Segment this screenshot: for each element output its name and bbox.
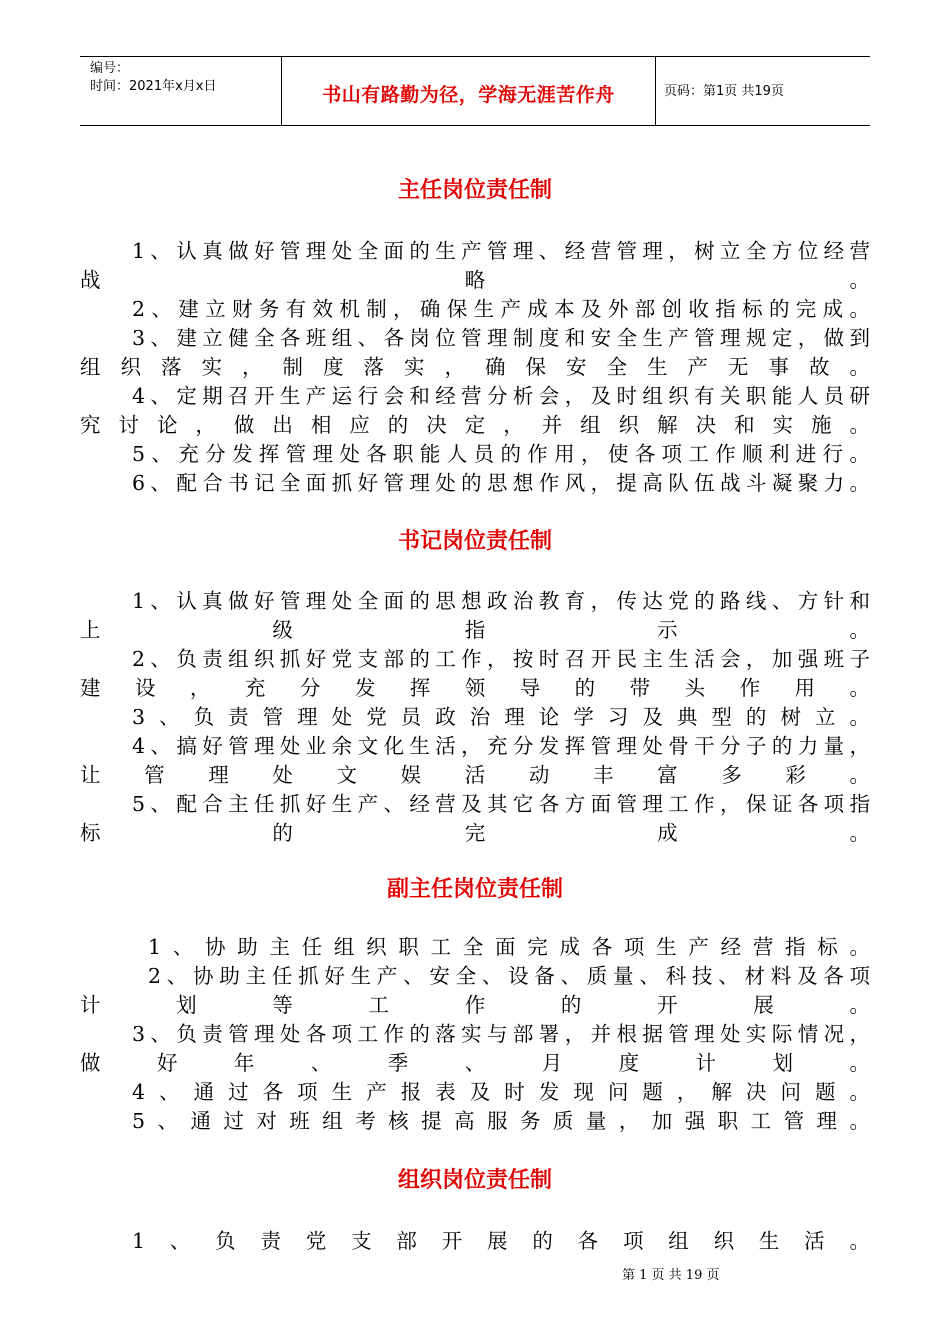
paragraph-line: 5、配合主任抓好生产、经营及其它各方面管理工作，保证各项指 (132, 792, 870, 816)
section-title: 书记岗位责任制 (397, 529, 552, 554)
paragraph-line: 标的完成。 (80, 821, 870, 845)
paragraph-line: 1、认真做好管理处全面的思想政治教育，传达党的路线、方针和 (132, 589, 870, 613)
paragraph-line: 让管理处文娱活动丰富多彩。 (80, 763, 870, 787)
paragraph-line: 战略。 (80, 268, 870, 292)
paragraph-line: 3、建立健全各班组、各岗位管理制度和安全生产管理规定，做到 (132, 326, 870, 350)
document-header (80, 56, 870, 126)
section-title: 组织岗位责任制 (397, 1168, 552, 1193)
paragraph-line: 2、建立财务有效机制，确保生产成本及外部创收指标的完成。 (132, 297, 870, 321)
paragraph-line: 计划等工作的开展。 (80, 993, 870, 1017)
paragraph-line: 3、负责管理处各项工作的落实与部署，并根据管理处实际情况， (132, 1022, 870, 1046)
paragraph-line: 1、协助主任组织职工全面完成各项生产经营指标。 (148, 935, 870, 959)
paragraph-line: 4、搞好管理处业余文化生活，充分发挥管理处骨干分子的力量， (132, 734, 870, 758)
section-title: 副主任岗位责任制 (386, 877, 563, 902)
paragraph-line: 6、配合书记全面抓好管理处的思想作风，提高队伍战斗凝聚力。 (132, 471, 870, 495)
header-meta-cell (80, 57, 282, 125)
paragraph-line: 2、协助主任抓好生产、安全、设备、质量、科技、材料及各项 (148, 964, 870, 988)
paragraph-line: 3、负责管理处党员政治理论学习及典型的树立。 (132, 705, 870, 729)
paragraph-line: 上级指示。 (80, 618, 870, 642)
paragraph-line: 5、通过对班组考核提高服务质量，加强职工管理。 (132, 1109, 870, 1133)
header-page-cell (656, 57, 870, 125)
page-footer: 第 1 页 共 19 页 (622, 1268, 720, 1283)
paragraph-line: 组织落实，制度落实，确保安全生产无事故。 (80, 355, 870, 379)
paragraph-line: 4、通过各项生产报表及时发现问题，解决问题。 (132, 1080, 870, 1104)
header-page-label: 页码：第1页 共19页 (664, 84, 784, 99)
document-time-label: 时间：2021年x月x日 (90, 79, 217, 94)
header-slogan: 书山有路勤为径，学海无涯苦作舟 (322, 84, 615, 106)
paragraph-line: 4、定期召开生产运行会和经营分析会，及时组织有关职能人员研 (132, 384, 870, 408)
header-slogan-cell (282, 57, 656, 125)
paragraph-line: 2、负责组织抓好党支部的工作，按时召开民主生活会，加强班子 (132, 647, 870, 671)
paragraph-line: 1、负责党支部开展的各项组织生活。 (132, 1229, 870, 1253)
paragraph-line: 究讨论，做出相应的决定，并组织解决和实施。 (80, 413, 870, 437)
paragraph-line: 做好年、季、月度计划。 (80, 1051, 870, 1075)
paragraph-line: 5、充分发挥管理处各职能人员的作用，使各项工作顺利进行。 (132, 442, 870, 466)
paragraph-line: 建设，充分发挥领导的带头作用。 (80, 676, 870, 700)
section-title: 主任岗位责任制 (397, 178, 552, 203)
document-number-label: 编号： (90, 61, 130, 76)
paragraph-line: 1、认真做好管理处全面的生产管理、经营管理，树立全方位经营 (132, 239, 870, 263)
